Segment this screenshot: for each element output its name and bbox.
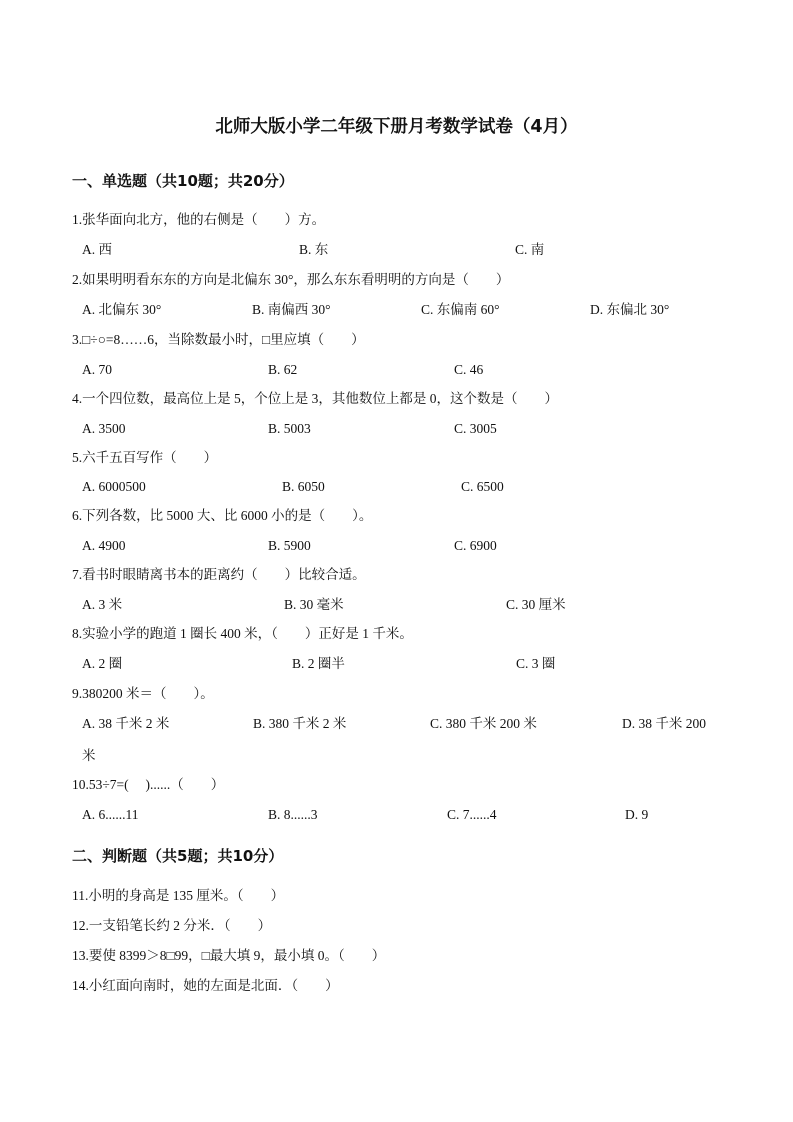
question-options: [82, 536, 742, 556]
option-c[interactable]: C. 3005: [454, 421, 497, 436]
option-b[interactable]: B. 南偏西 30°: [252, 302, 331, 317]
question-options: [82, 805, 742, 825]
option-b[interactable]: B. 6050: [282, 479, 325, 494]
question-options: [82, 595, 742, 615]
page-title: 北师大版小学二年级下册月考数学试卷（4月）: [215, 117, 578, 137]
question-stem: 9.380200 米＝（ ）。: [72, 686, 214, 701]
option-b[interactable]: B. 5900: [268, 538, 311, 553]
option-c[interactable]: C. 6900: [454, 538, 497, 553]
option-a[interactable]: A. 70: [82, 362, 112, 377]
question-stem: 1.张华面向北方，他的右侧是（ ）方。: [72, 212, 326, 227]
judge-question: 11.小明的身高是 135 厘米。（ ）: [72, 888, 285, 903]
option-d[interactable]: D. 38 千米 200: [622, 716, 706, 731]
option-b[interactable]: B. 30 毫米: [284, 597, 344, 612]
option-b[interactable]: B. 62: [268, 362, 298, 377]
question-stem: 7.看书时眼睛离书本的距离约（ ）比较合适。: [72, 567, 366, 582]
option-b[interactable]: B. 5003: [268, 421, 311, 436]
question-stem: 5.六千五百写作（ ）: [72, 450, 218, 465]
question-stem: 4.一个四位数，最高位上是 5，个位上是 3，其他数位上都是 0，这个数是（ ）: [72, 391, 558, 406]
judge-question: 12.一支铅笔长约 2 分米．（ ）: [72, 918, 272, 933]
question-stem: 2.如果明明看东东的方向是北偏东 30°，那么东东看明明的方向是（ ）: [72, 272, 510, 287]
option-a[interactable]: A. 2 圈: [82, 656, 123, 671]
section-heading-choice: 一、单选题（共10题；共20分）: [72, 172, 294, 190]
option-c[interactable]: C. 6500: [461, 479, 504, 494]
judge-question: 14.小红面向南时，她的左面是北面．（ ）: [72, 978, 339, 993]
option-c[interactable]: C. 3 圈: [516, 656, 556, 671]
option-a[interactable]: A. 北偏东 30°: [82, 302, 162, 317]
question-stem: 6.下列各数，比 5000 大、比 6000 小的是（ ）。: [72, 508, 373, 523]
option-a[interactable]: A. 3 米: [82, 597, 123, 612]
option-c[interactable]: C. 7......4: [447, 807, 497, 822]
section-heading-judge: 二、判断题（共5题；共10分）: [72, 847, 284, 865]
question-options: [82, 240, 742, 260]
option-c[interactable]: C. 46: [454, 362, 484, 377]
option-b[interactable]: B. 8......3: [268, 807, 318, 822]
question-options: [82, 300, 742, 320]
question-stem: 3.□÷○=8……6，当除数最小时，□里应填（ ）: [72, 332, 365, 347]
option-c[interactable]: C. 380 千米 200 米: [430, 716, 537, 731]
option-c[interactable]: C. 30 厘米: [506, 597, 566, 612]
option-a[interactable]: A. 4900: [82, 538, 126, 553]
option-a[interactable]: A. 6000500: [82, 479, 146, 494]
option-c[interactable]: C. 南: [515, 242, 545, 257]
option-b[interactable]: B. 2 圈半: [292, 656, 345, 671]
option-d-continuation: 米: [82, 748, 96, 763]
question-options: [82, 714, 742, 734]
option-b[interactable]: B. 东: [299, 242, 329, 257]
option-a[interactable]: A. 6......11: [82, 807, 139, 822]
option-b[interactable]: B. 380 千米 2 米: [253, 716, 347, 731]
question-options: [82, 654, 742, 674]
option-a[interactable]: A. 西: [82, 242, 112, 257]
question-options: [82, 419, 742, 439]
option-d[interactable]: D. 9: [625, 807, 649, 822]
option-c[interactable]: C. 东偏南 60°: [421, 302, 500, 317]
option-a[interactable]: A. 3500: [82, 421, 126, 436]
question-stem: 8.实验小学的跑道 1 圈长 400 米，（ ）正好是 1 千米。: [72, 626, 413, 641]
judge-question: 13.要使 8399＞8□99，□最大填 9，最小填 0。（ ）: [72, 948, 386, 963]
question-options: [82, 477, 742, 497]
option-a[interactable]: A. 38 千米 2 米: [82, 716, 170, 731]
question-options: [82, 360, 742, 380]
question-stem: 10.53÷7=( )......（ ）: [72, 777, 225, 792]
option-d[interactable]: D. 东偏北 30°: [590, 302, 670, 317]
